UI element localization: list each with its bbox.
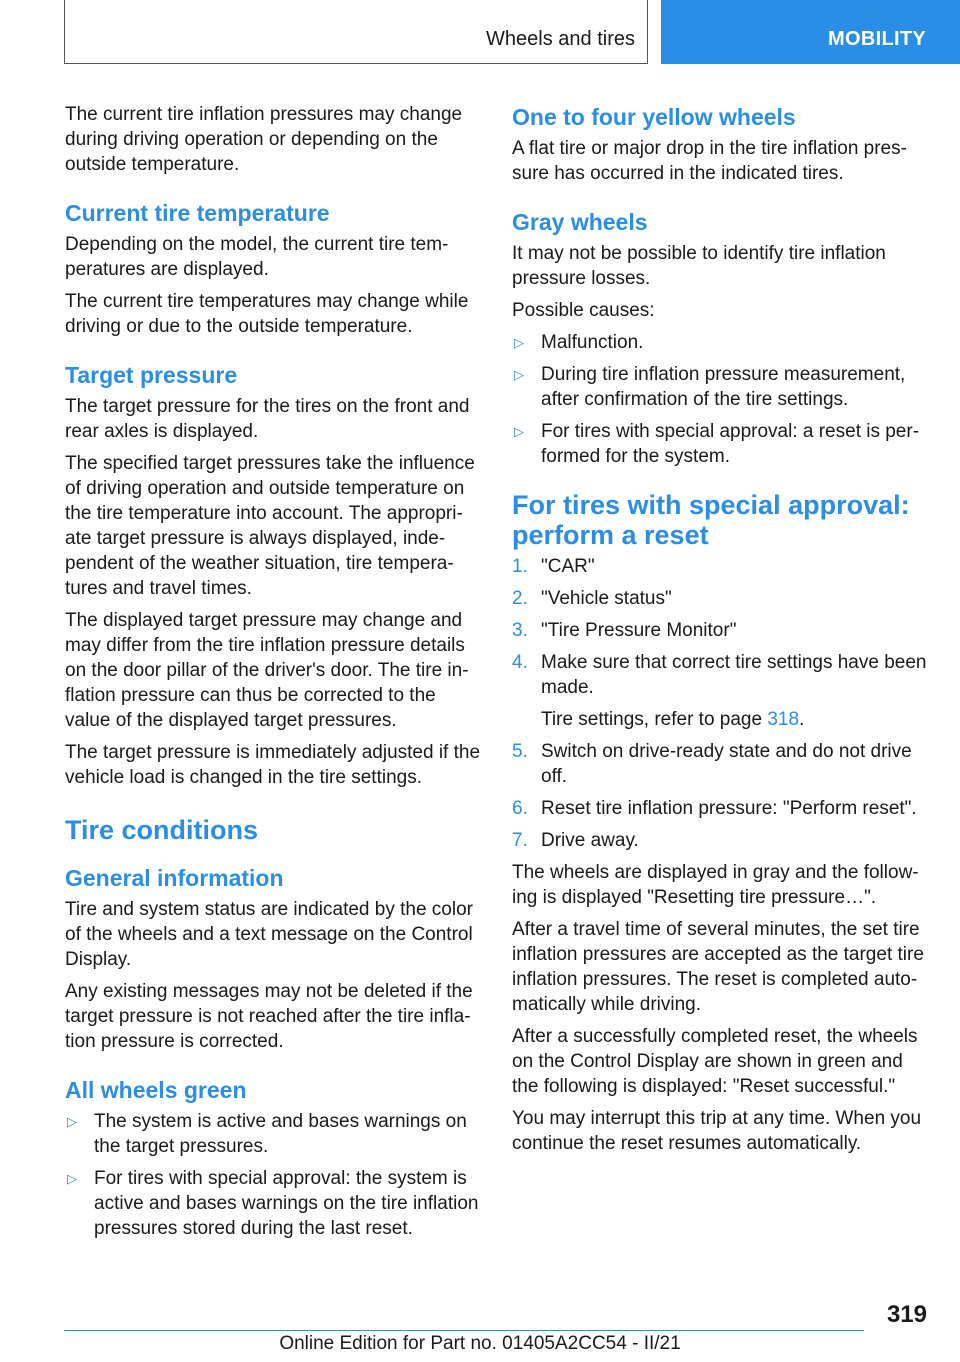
step-text: "Vehicle status" xyxy=(541,588,672,609)
paragraph: Possible causes: xyxy=(512,300,655,321)
step-text: "Tire Pressure Monitor" xyxy=(541,620,737,641)
paragraph: After a travel time of several minutes, the set tire inflation pressures are accepted as the target tire inflation pressures. The reset is completed auto-matically while driving. xyxy=(512,919,924,1015)
paragraph: The wheels are displayed in gray and the follow-ing is displayed "Resetting tire pressure…". xyxy=(512,862,919,908)
heading-tire-conditions: Tire conditions xyxy=(65,815,259,845)
heading-general-information: General information xyxy=(65,865,284,891)
paragraph: After a successfully completed reset, the wheels on the Control Display are shown in green and the following is displayed: "Reset successful." xyxy=(512,1026,918,1097)
step-number: 2. xyxy=(512,588,528,609)
triangle-bullet-icon: ▷ xyxy=(67,1114,77,1129)
step-number: 4. xyxy=(512,652,528,673)
page-link-318[interactable]: 318 xyxy=(767,709,800,730)
step-number: 1. xyxy=(512,556,528,577)
paragraph: The target pressure is immediately adjusted if the vehicle load is changed in the tire settings. xyxy=(65,742,481,788)
heading-all-wheels-green: All wheels green xyxy=(65,1077,247,1103)
paragraph: You may interrupt this trip at any time. When you continue the reset resumes automatically. xyxy=(512,1108,922,1154)
step-number: 5. xyxy=(512,741,528,762)
step-item xyxy=(512,796,930,821)
paragraph: The specified target pressures take the influence of driving operation and outside temperature on the tire temperature into account. The appropri-ate target pressure is always displayed, inde-pendent of the weather situation, tire tempera-tures and travel times. xyxy=(65,453,475,599)
paragraph: Any existing messages may not be deleted if the target pressure is not reached after the tire infla-tion pressure is corrected. xyxy=(65,981,473,1052)
paragraph: The displayed target pressure may change and may differ from the tire inflation pressure details on the door pillar of the driver's door. The tire in-flation pressure can thus be corrected to the value of the displayed target pressures. xyxy=(65,610,469,731)
step-text: Switch on drive-ready state and do not drive off. xyxy=(541,741,912,787)
header-section-box xyxy=(64,0,648,64)
left-column xyxy=(65,102,483,1248)
step-text: "CAR" xyxy=(541,556,595,577)
step-item xyxy=(512,586,930,611)
step-number: 3. xyxy=(512,620,528,641)
page-number: 319 xyxy=(886,1301,927,1328)
list-item: ▷ For tires with special approval: a reset is per-formed for the system. xyxy=(514,421,920,467)
numbered-steps xyxy=(512,554,930,853)
step-number: 6. xyxy=(512,798,528,819)
paragraph: It may not be possible to identify tire inflation pressure losses. xyxy=(512,243,886,289)
bullet-list xyxy=(65,1109,483,1241)
triangle-bullet-icon: ▷ xyxy=(67,1171,77,1186)
list-item: ▷ For tires with special approval: the system is active and bases warnings on the tire inflation pressures stored during the last reset. xyxy=(67,1168,479,1239)
right-column xyxy=(512,102,930,1163)
heading-yellow-wheels: One to four yellow wheels xyxy=(512,104,796,130)
step-item xyxy=(512,618,930,643)
list-item: ▷ During tire inflation pressure measurement, after confirmation of the tire settings. xyxy=(514,364,906,410)
triangle-bullet-icon: ▷ xyxy=(514,367,524,382)
step-text: Make sure that correct tire settings have been made. xyxy=(541,652,927,698)
intro-paragraph: The current tire inflation pressures may change during driving operation or depending on the outside temperature. xyxy=(65,104,463,175)
paragraph: The current tire temperatures may change while driving or due to the outside temperature. xyxy=(65,291,469,337)
list-item: ▷ The system is active and bases warnings on the target pressures. xyxy=(67,1111,467,1157)
list-item: ▷ Malfunction. xyxy=(514,332,644,353)
step-item xyxy=(512,828,930,853)
step-item xyxy=(512,554,930,579)
step-item xyxy=(512,739,930,789)
footer-edition: Online Edition for Part no. 01405A2CC54 - II/21 xyxy=(279,1333,681,1354)
step-text: Drive away. xyxy=(541,830,639,851)
triangle-bullet-icon: ▷ xyxy=(514,424,524,439)
step-text: Reset tire inflation pressure: "Perform reset". xyxy=(541,798,917,819)
heading-current-tire-temperature: Current tire temperature xyxy=(65,200,330,226)
paragraph: Depending on the model, the current tire tem-peratures are displayed. xyxy=(65,234,449,280)
heading-target-pressure: Target pressure xyxy=(65,362,238,388)
step-item xyxy=(512,650,930,732)
header-chapter-tab[interactable] xyxy=(661,0,960,64)
bullet-list xyxy=(512,330,930,469)
section-title: Wheels and tires xyxy=(486,28,635,50)
paragraph: A flat tire or major drop in the tire inflation pres-sure has occurred in the indicated tires. xyxy=(512,138,907,184)
triangle-bullet-icon: ▷ xyxy=(514,335,524,350)
page-reference: Tire settings, refer to page 318. xyxy=(541,709,805,730)
footer-divider xyxy=(64,1330,864,1331)
paragraph: Tire and system status are indicated by the color of the wheels and a text message on the Control Display. xyxy=(65,899,473,970)
chapter-label: MOBILITY xyxy=(828,28,926,50)
paragraph: The target pressure for the tires on the front and rear axles is displayed. xyxy=(65,396,470,442)
heading-perform-reset: For tires with special approval: perform a reset xyxy=(512,490,910,550)
heading-gray-wheels: Gray wheels xyxy=(512,209,648,235)
step-number: 7. xyxy=(512,830,528,851)
